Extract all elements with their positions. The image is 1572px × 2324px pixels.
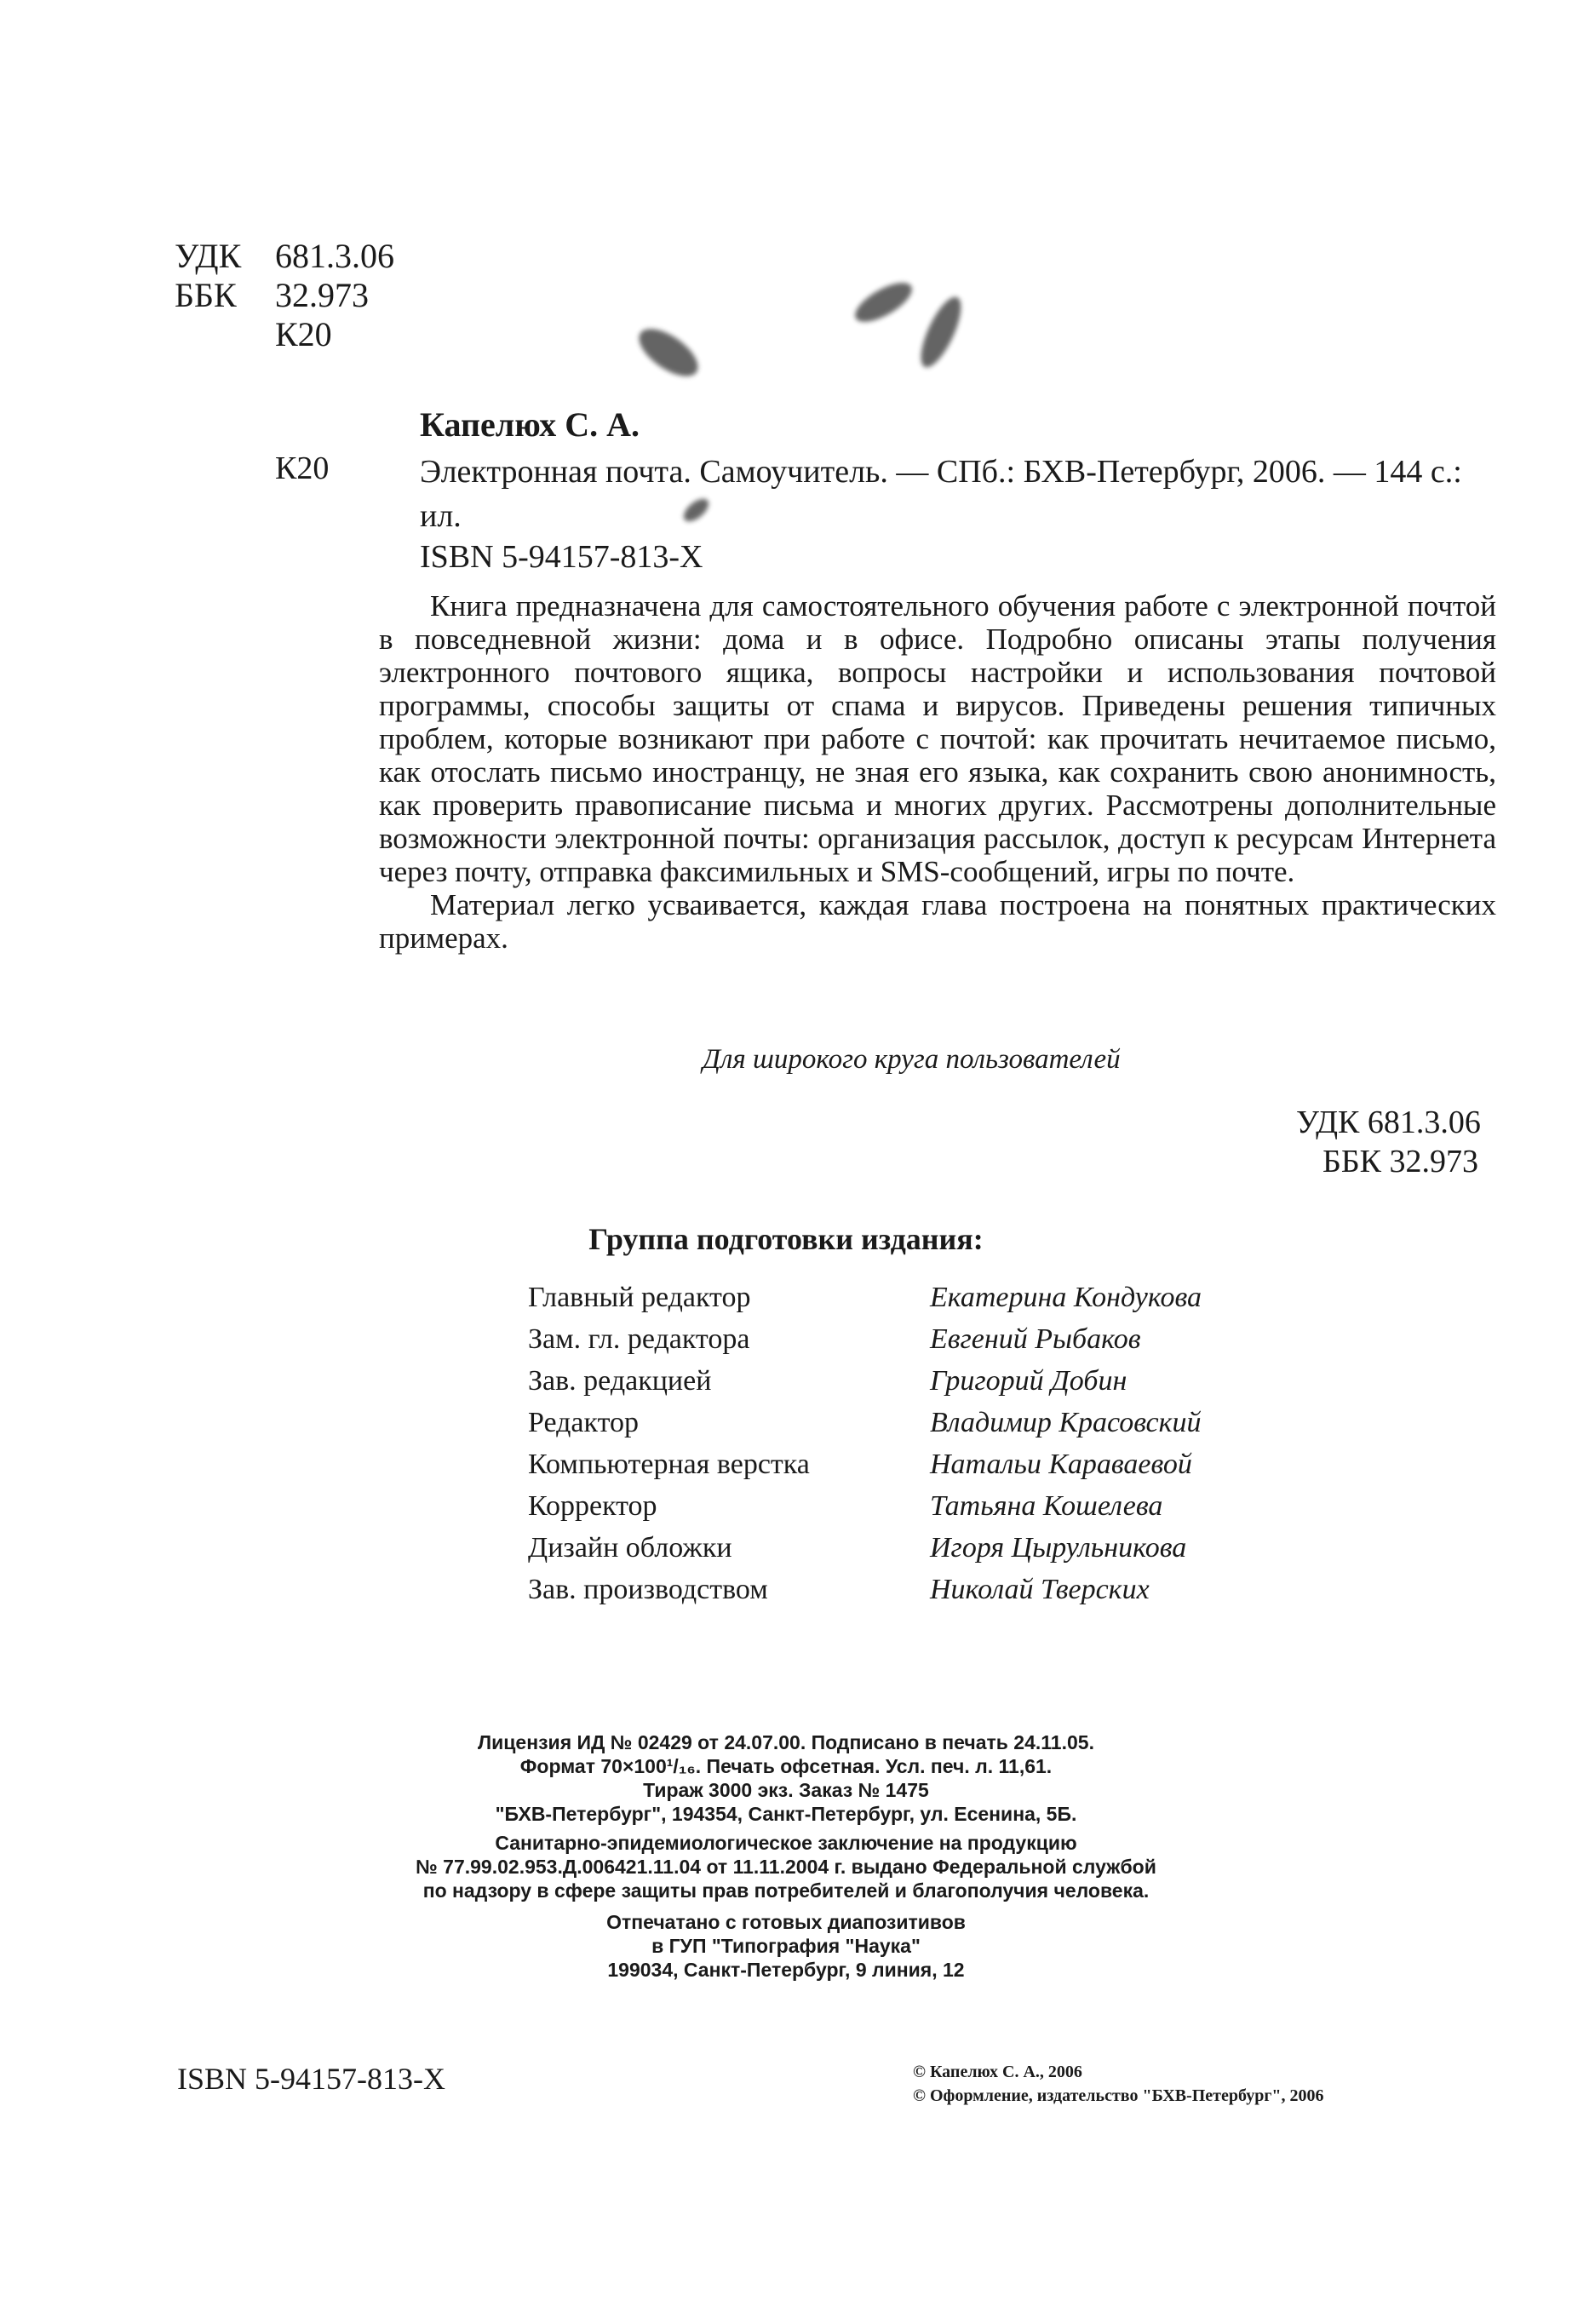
staff-name: Игоря Цырульникова <box>930 1532 1187 1564</box>
staff-role: Корректор <box>528 1490 657 1522</box>
staff-role: Дизайн обложки <box>528 1532 732 1564</box>
staff-title: Группа подготовки издания: <box>588 1222 984 1256</box>
imprint-line: по надзору в сфере защиты прав потребителей и благополучия человека. <box>422 1879 1150 1902</box>
imprint-sanitary <box>0 1831 1572 1902</box>
imprint-line: № 77.99.02.953.Д.006421.11.04 от 11.11.2004 г. выдано Федеральной службой <box>416 1856 1156 1878</box>
imprint-printer <box>0 1910 1572 1982</box>
staff-name: Николай Тверских <box>930 1574 1150 1605</box>
bbk-value: 32.973 <box>275 276 369 314</box>
imprint-line: Санитарно-эпидемиологическое заключение на продукцию <box>495 1832 1077 1854</box>
udk-label: УДК <box>175 237 242 275</box>
staff-name: Владимир Красовский <box>930 1407 1202 1438</box>
abstract-paragraph: Материал легко усваивается, каждая глава построена на понятных практических примерах. <box>379 888 1496 955</box>
isbn: ISBN 5-94157-813-X <box>420 539 703 575</box>
imprint-line: Тираж 3000 экз. Заказ № 1475 <box>643 1779 929 1801</box>
abstract-paragraph: Книга предназначена для самостоятельного обучения работе с электронной почтой в повседневной жизни: дома и в офисе. Подробно описаны этапы получения электронного почтового ящика, вопросы настройки и использования почтовой программы, способы защиты от спама и вирусов. Приведены решения типичных проблем, которые возникают при работе с почтой: как прочитать нечитаемое письмо, как отослать письмо иностранцу, не зная его языка, как сохранить свою анонимность, как проверить правописание письма и многих других. Рассмотрены дополнительные возможности электронной почты: организация рассылок, доступ к ресурсам Интернета через почту, отправка факсимильных и SMS-сообщений, игры по почте. <box>379 589 1496 888</box>
staff-role: Зав. производством <box>528 1574 768 1605</box>
staff-role: Редактор <box>528 1407 639 1438</box>
bibliographic-description: Электронная почта. Самоучитель. — СПб.: БХВ-Петербург, 2006. — 144 с.: ил. <box>420 454 1462 534</box>
book-abstract <box>379 589 1496 955</box>
udk-right: УДК 681.3.06 <box>1296 1105 1481 1140</box>
imprint-line: Формат 70×100¹/₁₆. Печать офсетная. Усл. печ. л. 11,61. <box>519 1755 1053 1777</box>
imprint-line: в ГУП "Типография "Наука" <box>651 1935 921 1957</box>
staff-role: Компьютерная верстка <box>528 1449 810 1480</box>
copyright-author: © Капелюх С. А., 2006 <box>913 2063 1082 2081</box>
staff-role: Главный редактор <box>528 1282 751 1313</box>
bbk-label: ББК <box>175 276 237 314</box>
staff-name: Евгений Рыбаков <box>930 1323 1141 1355</box>
isbn-bottom: ISBN 5-94157-813-X <box>177 2062 445 2096</box>
imprint-line: "БХВ-Петербург", 194354, Санкт-Петербург, ул. Есенина, 5Б. <box>495 1803 1077 1825</box>
staff-role: Зав. редакцией <box>528 1365 712 1397</box>
entry-code: К20 <box>275 450 330 486</box>
author-name: Капелюх С. А. <box>420 405 640 444</box>
imprint-line: Отпечатано с готовых диапозитивов <box>606 1911 966 1933</box>
imprint-line: 199034, Санкт-Петербург, 9 линия, 12 <box>607 1959 965 1981</box>
udk-value: 681.3.06 <box>275 237 394 275</box>
staff-name: Екатерина Кондукова <box>930 1282 1202 1313</box>
audience-note: Для широкого круга пользователей <box>703 1044 1121 1075</box>
imprint-license <box>0 1730 1572 1826</box>
staff-name: Натальи Караваевой <box>930 1449 1192 1480</box>
staff-name: Григорий Добин <box>930 1365 1127 1397</box>
print-smudge <box>913 292 968 372</box>
copyright-design: © Оформление, издательство "БХВ-Петербург", 2006 <box>913 2086 1324 2105</box>
bbk-right: ББК 32.973 <box>1322 1144 1478 1179</box>
staff-name: Татьяна Кошелева <box>930 1490 1163 1522</box>
print-smudge <box>850 275 918 329</box>
author-sign: К20 <box>275 315 332 353</box>
print-smudge <box>631 319 705 385</box>
staff-role: Зам. гл. редактора <box>528 1323 750 1355</box>
imprint-line: Лицензия ИД № 02429 от 24.07.00. Подписано в печать 24.11.05. <box>478 1731 1094 1753</box>
